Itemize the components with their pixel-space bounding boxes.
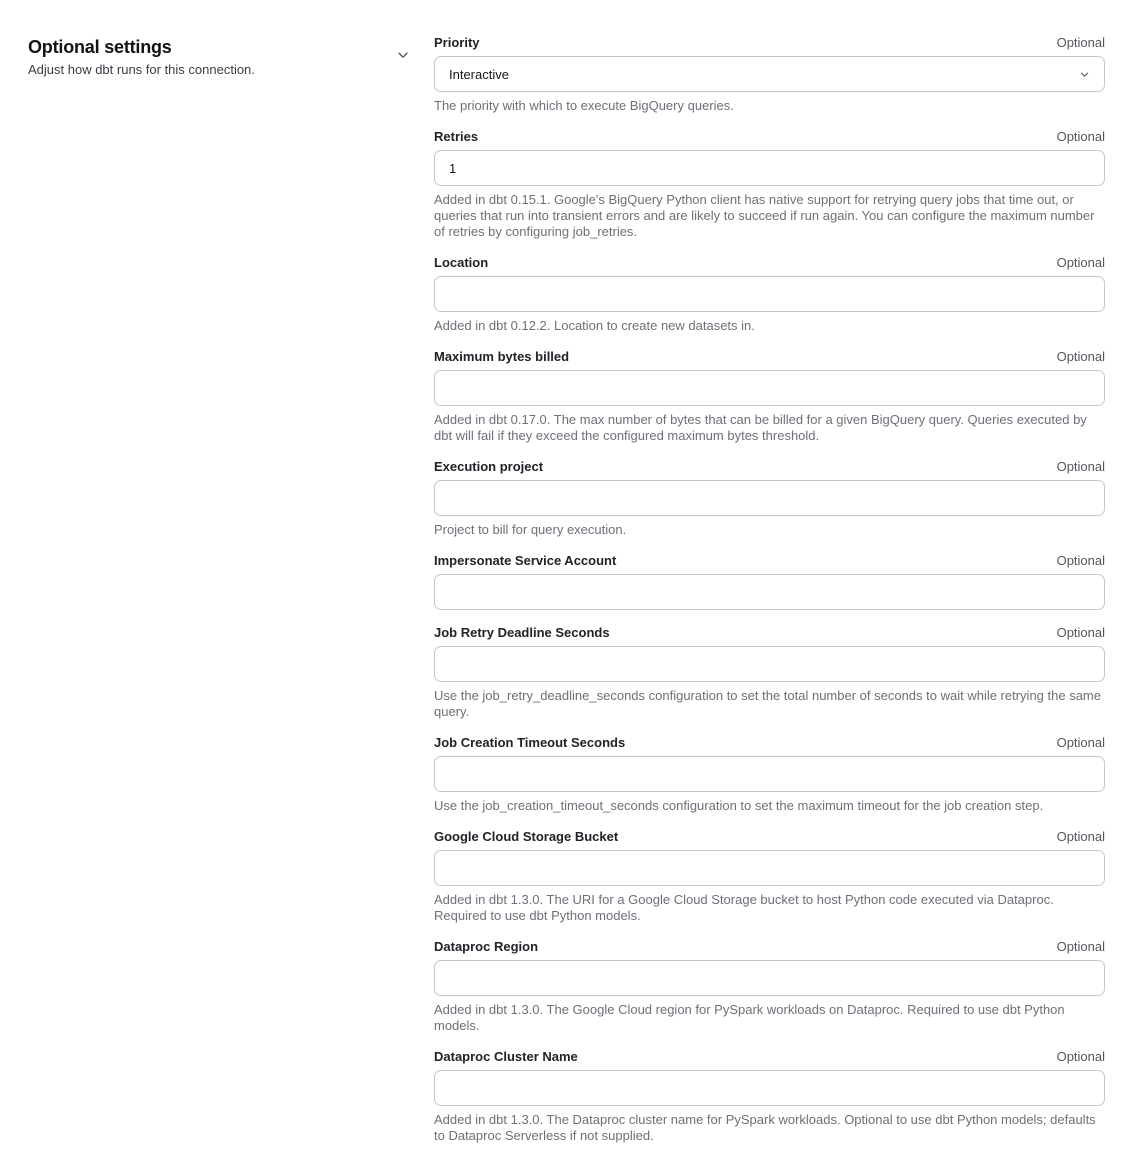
field-row-retries bbox=[434, 129, 1105, 240]
field-head bbox=[434, 939, 1105, 955]
optional-badge: Optional bbox=[1056, 939, 1105, 954]
field-row-impersonate-service-account bbox=[434, 553, 1105, 610]
field-help: Use the job_creation_timeout_seconds configuration to set the maximum timeout for the job creation step. bbox=[434, 798, 1044, 813]
field-label: Execution project bbox=[434, 459, 544, 474]
field-help: The priority with which to execute BigQuery queries. bbox=[434, 98, 734, 113]
optional-badge: Optional bbox=[1056, 349, 1105, 364]
field-row-job-retry-deadline-seconds bbox=[434, 625, 1105, 720]
field-row-dataproc-region bbox=[434, 939, 1105, 1034]
field-select[interactable] bbox=[434, 56, 1105, 92]
field-head bbox=[434, 625, 1105, 641]
field-input[interactable] bbox=[434, 850, 1105, 886]
field-label: Dataproc Region bbox=[434, 939, 539, 954]
field-input[interactable] bbox=[434, 150, 1105, 186]
field-help: Added in dbt 1.3.0. The URI for a Google Cloud Storage bucket to host Python code executed via Dataproc. Required to use dbt Python models. bbox=[434, 892, 1054, 923]
optional-badge: Optional bbox=[1056, 735, 1105, 750]
field-input[interactable] bbox=[434, 960, 1105, 996]
page-subtitle: Adjust how dbt runs for this connection. bbox=[28, 62, 255, 77]
field-head bbox=[434, 1049, 1105, 1065]
field-help: Use the job_retry_deadline_seconds configuration to set the total number of seconds to wait while retrying the same query. bbox=[434, 688, 1101, 719]
page-title: Optional settings bbox=[28, 37, 172, 57]
optional-badge: Optional bbox=[1056, 829, 1105, 844]
optional-badge: Optional bbox=[1056, 459, 1105, 474]
settings-form bbox=[434, 0, 1105, 1159]
field-help: Added in dbt 1.3.0. The Dataproc cluster name for PySpark workloads. Optional to use dbt Python models; defaults to Dataproc Serverless if not supplied. bbox=[434, 1112, 1096, 1143]
field-label: Job Creation Timeout Seconds bbox=[434, 735, 626, 750]
section-header-text bbox=[28, 36, 255, 78]
field-input[interactable] bbox=[434, 276, 1105, 312]
field-row-execution-project bbox=[434, 459, 1105, 538]
field-head bbox=[434, 255, 1105, 271]
field-help: Added in dbt 0.12.2. Location to create new datasets in. bbox=[434, 318, 755, 333]
field-input[interactable] bbox=[434, 1070, 1105, 1106]
field-row-priority bbox=[434, 35, 1105, 114]
chevron-down-icon[interactable] bbox=[396, 48, 410, 62]
field-label: Google Cloud Storage Bucket bbox=[434, 829, 619, 844]
optional-badge: Optional bbox=[1056, 625, 1105, 640]
field-label: Priority bbox=[434, 35, 480, 50]
field-row-maximum-bytes-billed bbox=[434, 349, 1105, 444]
optional-badge: Optional bbox=[1056, 553, 1105, 568]
optional-badge: Optional bbox=[1056, 129, 1105, 144]
field-row-google-cloud-storage-bucket bbox=[434, 829, 1105, 924]
chevron-down-icon bbox=[1079, 69, 1090, 80]
field-input[interactable] bbox=[434, 646, 1105, 682]
field-help: Added in dbt 0.15.1. Google's BigQuery Python client has native support for retrying query jobs that time out, or queries that run into transient errors and are likely to succeed if run again. You can configure the maximum number of retries by configuring job_retries. bbox=[434, 192, 1095, 239]
field-label: Dataproc Cluster Name bbox=[434, 1049, 578, 1064]
field-label: Maximum bytes billed bbox=[434, 349, 570, 364]
select-value: Interactive bbox=[449, 66, 509, 82]
field-head bbox=[434, 349, 1105, 365]
optional-badge: Optional bbox=[1056, 1049, 1105, 1064]
field-label: Impersonate Service Account bbox=[434, 553, 617, 568]
field-row-location bbox=[434, 255, 1105, 334]
field-head bbox=[434, 129, 1105, 145]
field-input[interactable] bbox=[434, 480, 1105, 516]
field-input[interactable] bbox=[434, 756, 1105, 792]
optional-badge: Optional bbox=[1056, 255, 1105, 270]
field-label: Retries bbox=[434, 129, 479, 144]
field-help: Added in dbt 0.17.0. The max number of bytes that can be billed for a given BigQuery query. Queries executed by dbt will fail if they exceed the configured maximum bytes threshold. bbox=[434, 412, 1087, 443]
field-label: Job Retry Deadline Seconds bbox=[434, 625, 610, 640]
field-help: Project to bill for query execution. bbox=[434, 522, 627, 537]
optional-badge: Optional bbox=[1056, 35, 1105, 50]
field-row-job-creation-timeout-seconds bbox=[434, 735, 1105, 814]
field-head bbox=[434, 35, 1105, 51]
field-help: Added in dbt 1.3.0. The Google Cloud region for PySpark workloads on Dataproc. Required to use dbt Python models. bbox=[434, 1002, 1065, 1033]
field-head bbox=[434, 553, 1105, 569]
field-head bbox=[434, 459, 1105, 475]
field-input[interactable] bbox=[434, 574, 1105, 610]
field-head bbox=[434, 735, 1105, 751]
section-header bbox=[0, 0, 434, 78]
field-head bbox=[434, 829, 1105, 845]
field-input[interactable] bbox=[434, 370, 1105, 406]
field-label: Location bbox=[434, 255, 489, 270]
